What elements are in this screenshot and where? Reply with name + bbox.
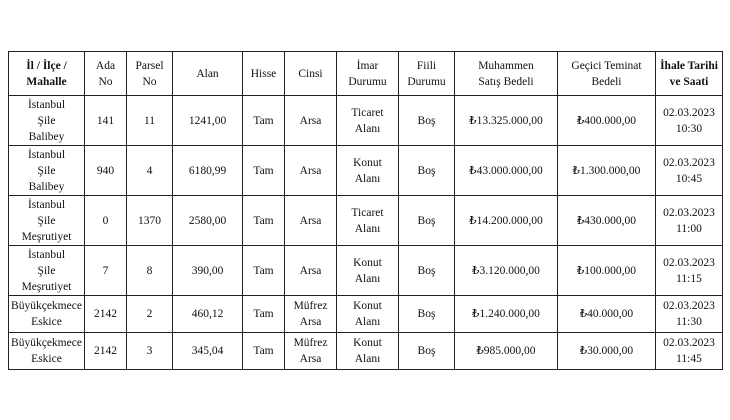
cell-line: Arsa: [299, 214, 322, 227]
column-header-line: İhale Tarihi: [660, 59, 718, 72]
column-header-cinsi: [285, 52, 337, 96]
cell-line: Müfrez: [293, 300, 328, 312]
cell-parsel: 8: [127, 246, 173, 296]
cell-ihale: [656, 296, 723, 333]
auction-table: [8, 51, 723, 370]
cell-cinsi: [285, 246, 337, 296]
cell-muhammen: ₺13.325.000,00: [455, 96, 558, 146]
column-header-alan: [173, 52, 243, 96]
cell-hisse: Tam: [243, 246, 285, 296]
cell-line: Şile: [37, 114, 56, 127]
cell-parsel: 4: [127, 146, 173, 196]
cell-line: Konut: [353, 337, 382, 349]
cell-teminat: ₺430.000,00: [558, 196, 656, 246]
cell-teminat: ₺1.300.000,00: [558, 146, 656, 196]
cell-line: Alanı: [354, 172, 381, 185]
cell-parsel: 1370: [127, 196, 173, 246]
cell-cinsi: [285, 296, 337, 333]
cell-muhammen: ₺14.200.000,00: [455, 196, 558, 246]
cell-line: Eskice: [31, 316, 62, 328]
cell-ada: 2142: [85, 333, 127, 370]
cell-fiili: Boş: [399, 296, 455, 333]
cell-ada: 940: [85, 146, 127, 196]
cell-line: 10:45: [675, 172, 703, 185]
column-header-line: İmar: [356, 59, 379, 72]
header-row: [9, 52, 723, 96]
cell-line: Alanı: [354, 222, 381, 235]
column-header-line: Durumu: [348, 75, 387, 88]
cell-line: Şile: [37, 214, 56, 227]
cell-imar: [337, 333, 399, 370]
cell-imar: [337, 146, 399, 196]
cell-alan: 390,00: [173, 246, 243, 296]
cell-line: Şile: [37, 164, 56, 177]
cell-ihale: [656, 196, 723, 246]
cell-line: Alanı: [354, 353, 381, 365]
cell-hisse: Tam: [243, 146, 285, 196]
column-header-line: İl / İlçe /: [26, 59, 67, 72]
cell-line: Konut: [353, 300, 382, 312]
cell-muhammen: ₺43.000.000,00: [455, 146, 558, 196]
cell-line: Balibey: [28, 180, 65, 193]
column-header-teminat: [558, 52, 656, 96]
column-header-line: Ada: [95, 59, 116, 72]
column-header-line: Mahalle: [26, 75, 67, 88]
column-header-imar: [337, 52, 399, 96]
column-header-line: Cinsi: [298, 67, 323, 80]
column-header-ihale: [656, 52, 723, 96]
table-row: [9, 246, 723, 296]
column-header-line: Alan: [196, 67, 219, 80]
cell-line: Şile: [37, 264, 56, 277]
table-row: [9, 296, 723, 333]
cell-hisse: Tam: [243, 333, 285, 370]
cell-line: 02.03.2023: [663, 206, 715, 219]
cell-location: [9, 196, 85, 246]
cell-location: [9, 333, 85, 370]
cell-alan: 1241,00: [173, 96, 243, 146]
cell-cinsi: [285, 146, 337, 196]
cell-ada: 0: [85, 196, 127, 246]
cell-fiili: Boş: [399, 96, 455, 146]
cell-imar: [337, 246, 399, 296]
column-header-line: Fiili: [416, 59, 437, 72]
cell-line: 02.03.2023: [663, 156, 715, 169]
cell-teminat: ₺100.000,00: [558, 246, 656, 296]
cell-line: Büyükçekmece: [11, 300, 82, 312]
cell-line: Ticaret: [351, 206, 384, 219]
cell-muhammen: ₺985.000,00: [455, 333, 558, 370]
column-header-fiili: [399, 52, 455, 96]
cell-imar: [337, 196, 399, 246]
cell-line: 11:15: [676, 272, 702, 285]
cell-ihale: [656, 96, 723, 146]
cell-ihale: [656, 333, 723, 370]
cell-teminat: ₺30.000,00: [558, 333, 656, 370]
cell-line: Müfrez: [293, 337, 328, 349]
cell-line: 02.03.2023: [663, 256, 715, 269]
cell-cinsi: [285, 333, 337, 370]
cell-fiili: Boş: [399, 246, 455, 296]
column-header-parsel: [127, 52, 173, 96]
table-row: [9, 96, 723, 146]
column-header-line: Satış Bedeli: [478, 75, 534, 88]
cell-line: Arsa: [299, 353, 322, 365]
cell-ihale: [656, 246, 723, 296]
cell-imar: [337, 296, 399, 333]
cell-location: [9, 146, 85, 196]
column-header-line: Parsel: [135, 59, 164, 72]
cell-line: 02.03.2023: [663, 300, 715, 312]
column-header-line: Bedeli: [591, 75, 622, 88]
table-body: [9, 96, 723, 370]
cell-parsel: 2: [127, 296, 173, 333]
column-header-line: Hisse: [250, 67, 277, 80]
cell-line: Arsa: [299, 316, 322, 328]
cell-line: Alanı: [354, 316, 381, 328]
cell-alan: 6180,99: [173, 146, 243, 196]
cell-hisse: Tam: [243, 196, 285, 246]
cell-parsel: 3: [127, 333, 173, 370]
cell-hisse: Tam: [243, 96, 285, 146]
cell-muhammen: ₺1.240.000,00: [455, 296, 558, 333]
column-header-muhammen: [455, 52, 558, 96]
cell-ada: 141: [85, 96, 127, 146]
cell-hisse: Tam: [243, 296, 285, 333]
column-header-line: No: [142, 75, 157, 88]
cell-cinsi: [285, 196, 337, 246]
cell-location: [9, 96, 85, 146]
cell-line: 11:00: [676, 222, 702, 235]
table-row: [9, 333, 723, 370]
cell-cinsi: [285, 96, 337, 146]
column-header-line: No: [98, 75, 113, 88]
cell-fiili: Boş: [399, 333, 455, 370]
cell-line: 11:45: [676, 353, 702, 365]
column-header-ada: [85, 52, 127, 96]
cell-location: [9, 296, 85, 333]
cell-line: Arsa: [299, 114, 322, 127]
column-header-line: Geçici Teminat: [571, 59, 642, 72]
cell-ada: 2142: [85, 296, 127, 333]
cell-muhammen: ₺3.120.000,00: [455, 246, 558, 296]
auction-table-wrapper: [8, 51, 723, 370]
cell-ihale: [656, 146, 723, 196]
cell-ada: 7: [85, 246, 127, 296]
table-row: [9, 146, 723, 196]
cell-line: Balibey: [28, 130, 65, 143]
cell-line: Meşrutiyet: [21, 280, 72, 293]
cell-line: 02.03.2023: [663, 337, 715, 349]
column-header-line: ve Saati: [669, 75, 709, 88]
cell-line: 02.03.2023: [663, 106, 715, 119]
cell-line: İstanbul: [27, 248, 66, 261]
cell-fiili: Boş: [399, 196, 455, 246]
column-header-hisse: [243, 52, 285, 96]
cell-line: Ticaret: [351, 106, 384, 119]
cell-line: 11:30: [676, 316, 702, 328]
column-header-line: Muhammen: [478, 59, 534, 72]
cell-line: Alanı: [354, 272, 381, 285]
cell-line: Konut: [353, 156, 382, 169]
cell-alan: 2580,00: [173, 196, 243, 246]
cell-line: Alanı: [354, 122, 381, 135]
cell-imar: [337, 96, 399, 146]
cell-parsel: 11: [127, 96, 173, 146]
cell-alan: 460,12: [173, 296, 243, 333]
cell-line: İstanbul: [27, 98, 66, 111]
cell-line: Konut: [353, 256, 382, 269]
cell-line: Arsa: [299, 264, 322, 277]
cell-teminat: ₺400.000,00: [558, 96, 656, 146]
cell-line: Meşrutiyet: [21, 230, 72, 243]
cell-line: İstanbul: [27, 198, 66, 211]
cell-teminat: ₺40.000,00: [558, 296, 656, 333]
cell-line: Büyükçekmece: [11, 337, 82, 349]
cell-line: Arsa: [299, 164, 322, 177]
column-header-location: [9, 52, 85, 96]
cell-line: 10:30: [675, 122, 703, 135]
cell-location: [9, 246, 85, 296]
cell-fiili: Boş: [399, 146, 455, 196]
table-row: [9, 196, 723, 246]
cell-line: Eskice: [31, 353, 62, 365]
cell-line: İstanbul: [27, 148, 66, 161]
column-header-line: Durumu: [407, 75, 446, 88]
cell-alan: 345,04: [173, 333, 243, 370]
